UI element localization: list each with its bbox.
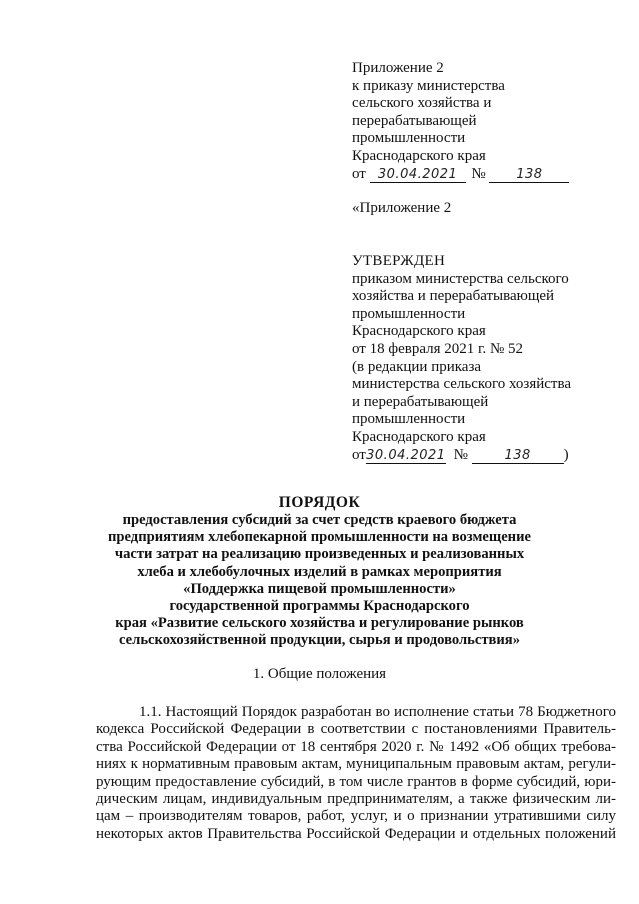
approved-heading: УТВЕРЖДЕН — [352, 253, 446, 269]
date-prefix: от — [352, 446, 366, 463]
quoted-appendix-label: «Приложение 2 — [352, 200, 452, 216]
appendix-header-line: сельского хозяйства и — [352, 95, 492, 112]
appendix-header-line: к приказу министерства — [352, 77, 505, 94]
appendix-header-line: Краснодарского края — [352, 147, 486, 164]
subtitle-line: сельскохозяйственной продукции, сырья и продовольствия» — [119, 632, 520, 649]
paragraph-line: цам – производителям товаров, работ, услуг, и о признании утратившими силу — [96, 808, 616, 825]
appendix-date-line — [352, 166, 569, 184]
document-subtitle — [0, 512, 639, 650]
handwritten-number: 138 — [472, 449, 564, 464]
approved-line: от 18 февраля 2021 г. № 52 — [352, 340, 524, 357]
approved-line: промышленности — [352, 411, 466, 428]
handwritten-number: 138 — [489, 168, 569, 183]
handwritten-date: 30.04.2021 — [370, 168, 466, 183]
handwritten-date: 30.04.2021 — [366, 447, 446, 463]
quoted-appendix — [352, 200, 451, 218]
approved-line: (в редакции приказа — [352, 358, 482, 375]
subtitle-line: части затрат на реализацию произведенных и реализованных — [114, 546, 525, 563]
subtitle-line: хлеба и хлебобулочных изделий в рамках мероприятия — [137, 563, 502, 580]
appendix-header-line: промышленности — [352, 130, 466, 147]
approved-line: Краснодарского края — [352, 323, 486, 340]
subtitle-line: государственной программы Краснодарского — [169, 598, 470, 615]
approved-line: промышленности — [352, 305, 466, 322]
approved-line: и перерабатывающей — [352, 393, 489, 410]
subtitle-line: «Поддержка пищевой промышленности» — [183, 580, 456, 597]
subtitle-line: края «Развитие сельского хозяйства и регулирование рынков — [115, 615, 524, 632]
paragraph-line: кодекса Российской Федерации в соответствии с постановлениями Правитель- — [96, 721, 616, 738]
document-title: ПОРЯДОК — [278, 494, 361, 511]
number-prefix: № — [453, 446, 468, 463]
approved-block — [352, 253, 571, 464]
paragraph-line: некоторых актов Правительства Российской Федерации и отдельных положений — [96, 825, 616, 842]
paragraph-line: ниях к нормативным правовым актам, муниципальным правовым актам, регули- — [96, 756, 616, 773]
approved-line: Краснодарского края — [352, 428, 486, 445]
paragraph-line: ства Российской Федерации от 18 сентября 2020 г. № 1492 «Об общих требова- — [96, 738, 616, 755]
appendix-header-line: перерабатывающей — [352, 112, 477, 129]
approved-line: министерства сельского хозяйства — [352, 376, 572, 393]
subtitle-line: предоставления субсидий за счет средств краевого бюджета — [122, 512, 517, 528]
paragraph-1-1 — [96, 704, 616, 843]
approved-line: хозяйства и перерабатывающей — [352, 288, 555, 305]
number-prefix: № — [471, 165, 486, 182]
paragraph-line: 1.1. Настоящий Порядок разработан во исполнение статьи 78 Бюджетного — [139, 704, 616, 720]
approved-date-line — [352, 447, 571, 465]
appendix-header — [352, 60, 569, 183]
paragraph-line: рующим предоставление субсидий, в том числе грантов в форме субсидий, юри- — [96, 773, 616, 790]
appendix-header-line: Приложение 2 — [352, 60, 444, 76]
section-heading: 1. Общие положения — [252, 666, 387, 682]
date-prefix: от — [352, 165, 366, 182]
closing-parenthesis: ) — [563, 446, 569, 463]
subtitle-line: предприятиям хлебопекарной промышленности на возмещение — [108, 529, 531, 546]
paragraph-line: дическим лицам, индивидуальным предпринимателям, а также физическим ли- — [96, 791, 616, 808]
approved-line: приказом министерства сельского — [352, 270, 569, 287]
